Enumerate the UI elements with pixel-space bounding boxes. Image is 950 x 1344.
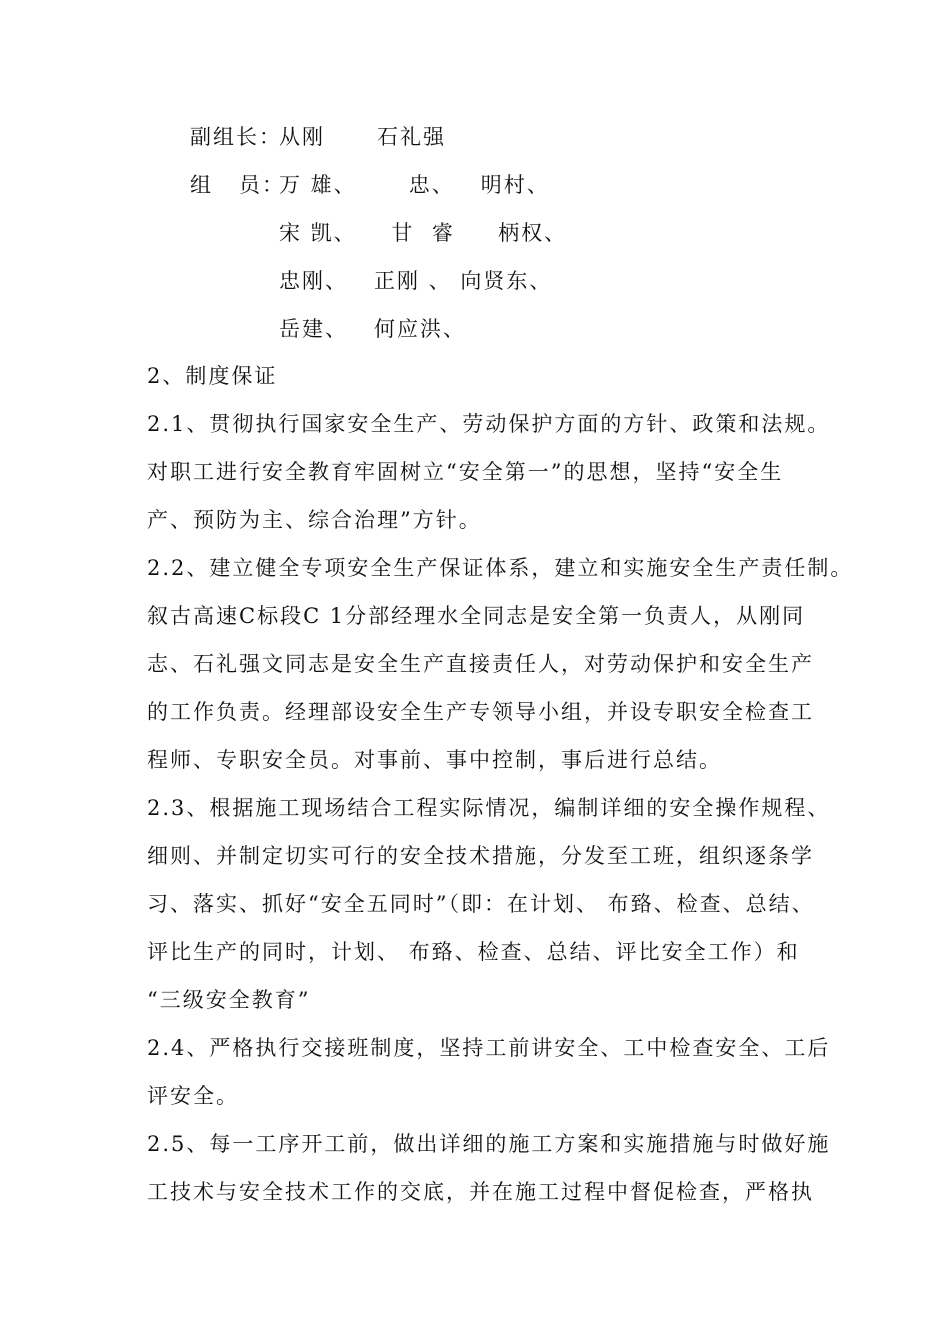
paragraph-line: 产、预防为主、综合治理”方针。	[147, 508, 482, 532]
deputy-leader-label: 副组长：	[190, 125, 282, 149]
paragraph-line: 工技术与安全技术工作的交底，并在施工过程中督促检查，严格执	[147, 1180, 814, 1204]
paragraph-line: 志、石礼强文同志是安全生产直接责任人，对劳动保护和安全生产	[147, 652, 814, 676]
paragraph-line: 细则、并制定切实可行的安全技术措施，分发至工班，组织逐条学	[147, 844, 814, 868]
paragraph-line: 2.4、严格执行交接班制度，坚持工前讲安全、工中检查安全、工后	[147, 1036, 831, 1060]
paragraph-line: “三级安全教育”	[147, 988, 311, 1012]
section-title: 2、制度保证	[147, 364, 278, 388]
paragraph-line: 叙古高速C标段C 1分部经理水全同志是安全第一负责人，从刚同	[147, 604, 806, 628]
paragraph-line: 习、落实、抓好“安全五同时”（即：在计划、 布臵、检查、总结、	[147, 892, 815, 916]
members-row-3: 忠刚、 正刚 、 向贤东、	[279, 269, 553, 293]
members-label: 组 员：	[190, 173, 286, 197]
members-row-2: 宋 凯、 甘 睿 柄权、	[279, 221, 568, 245]
deputy-leader-names: 从刚 石礼强	[279, 125, 447, 149]
paragraph-line: 对职工进行安全教育牢固树立“安全第一”的思想，坚持“安全生	[147, 460, 784, 484]
paragraph-line: 程师、专职安全员。对事前、事中控制，事后进行总结。	[147, 748, 722, 772]
paragraph-line: 评安全。	[147, 1084, 239, 1108]
paragraph-line: 评比生产的同时，计划、 布臵、检查、总结、评比安全工作）和	[147, 940, 800, 964]
paragraph-line: 2.1、贯彻执行国家安全生产、劳动保护方面的方针、政策和法规。	[147, 412, 831, 436]
paragraph-line: 的工作负责。经理部设安全生产专领导小组，并设专职安全检查工	[147, 700, 814, 724]
members-row-4: 岳建、 何应洪、	[279, 317, 467, 341]
members-row-1: 万 雄、 忠、 明村、	[279, 173, 550, 197]
paragraph-line: 2.2、建立健全专项安全生产保证体系，建立和实施安全生产责任制。	[147, 556, 854, 580]
paragraph-line: 2.3、根据施工现场结合工程实际情况，编制详细的安全操作规程、	[147, 796, 831, 820]
paragraph-line: 2.5、每一工序开工前，做出详细的施工方案和实施措施与时做好施	[147, 1132, 831, 1156]
